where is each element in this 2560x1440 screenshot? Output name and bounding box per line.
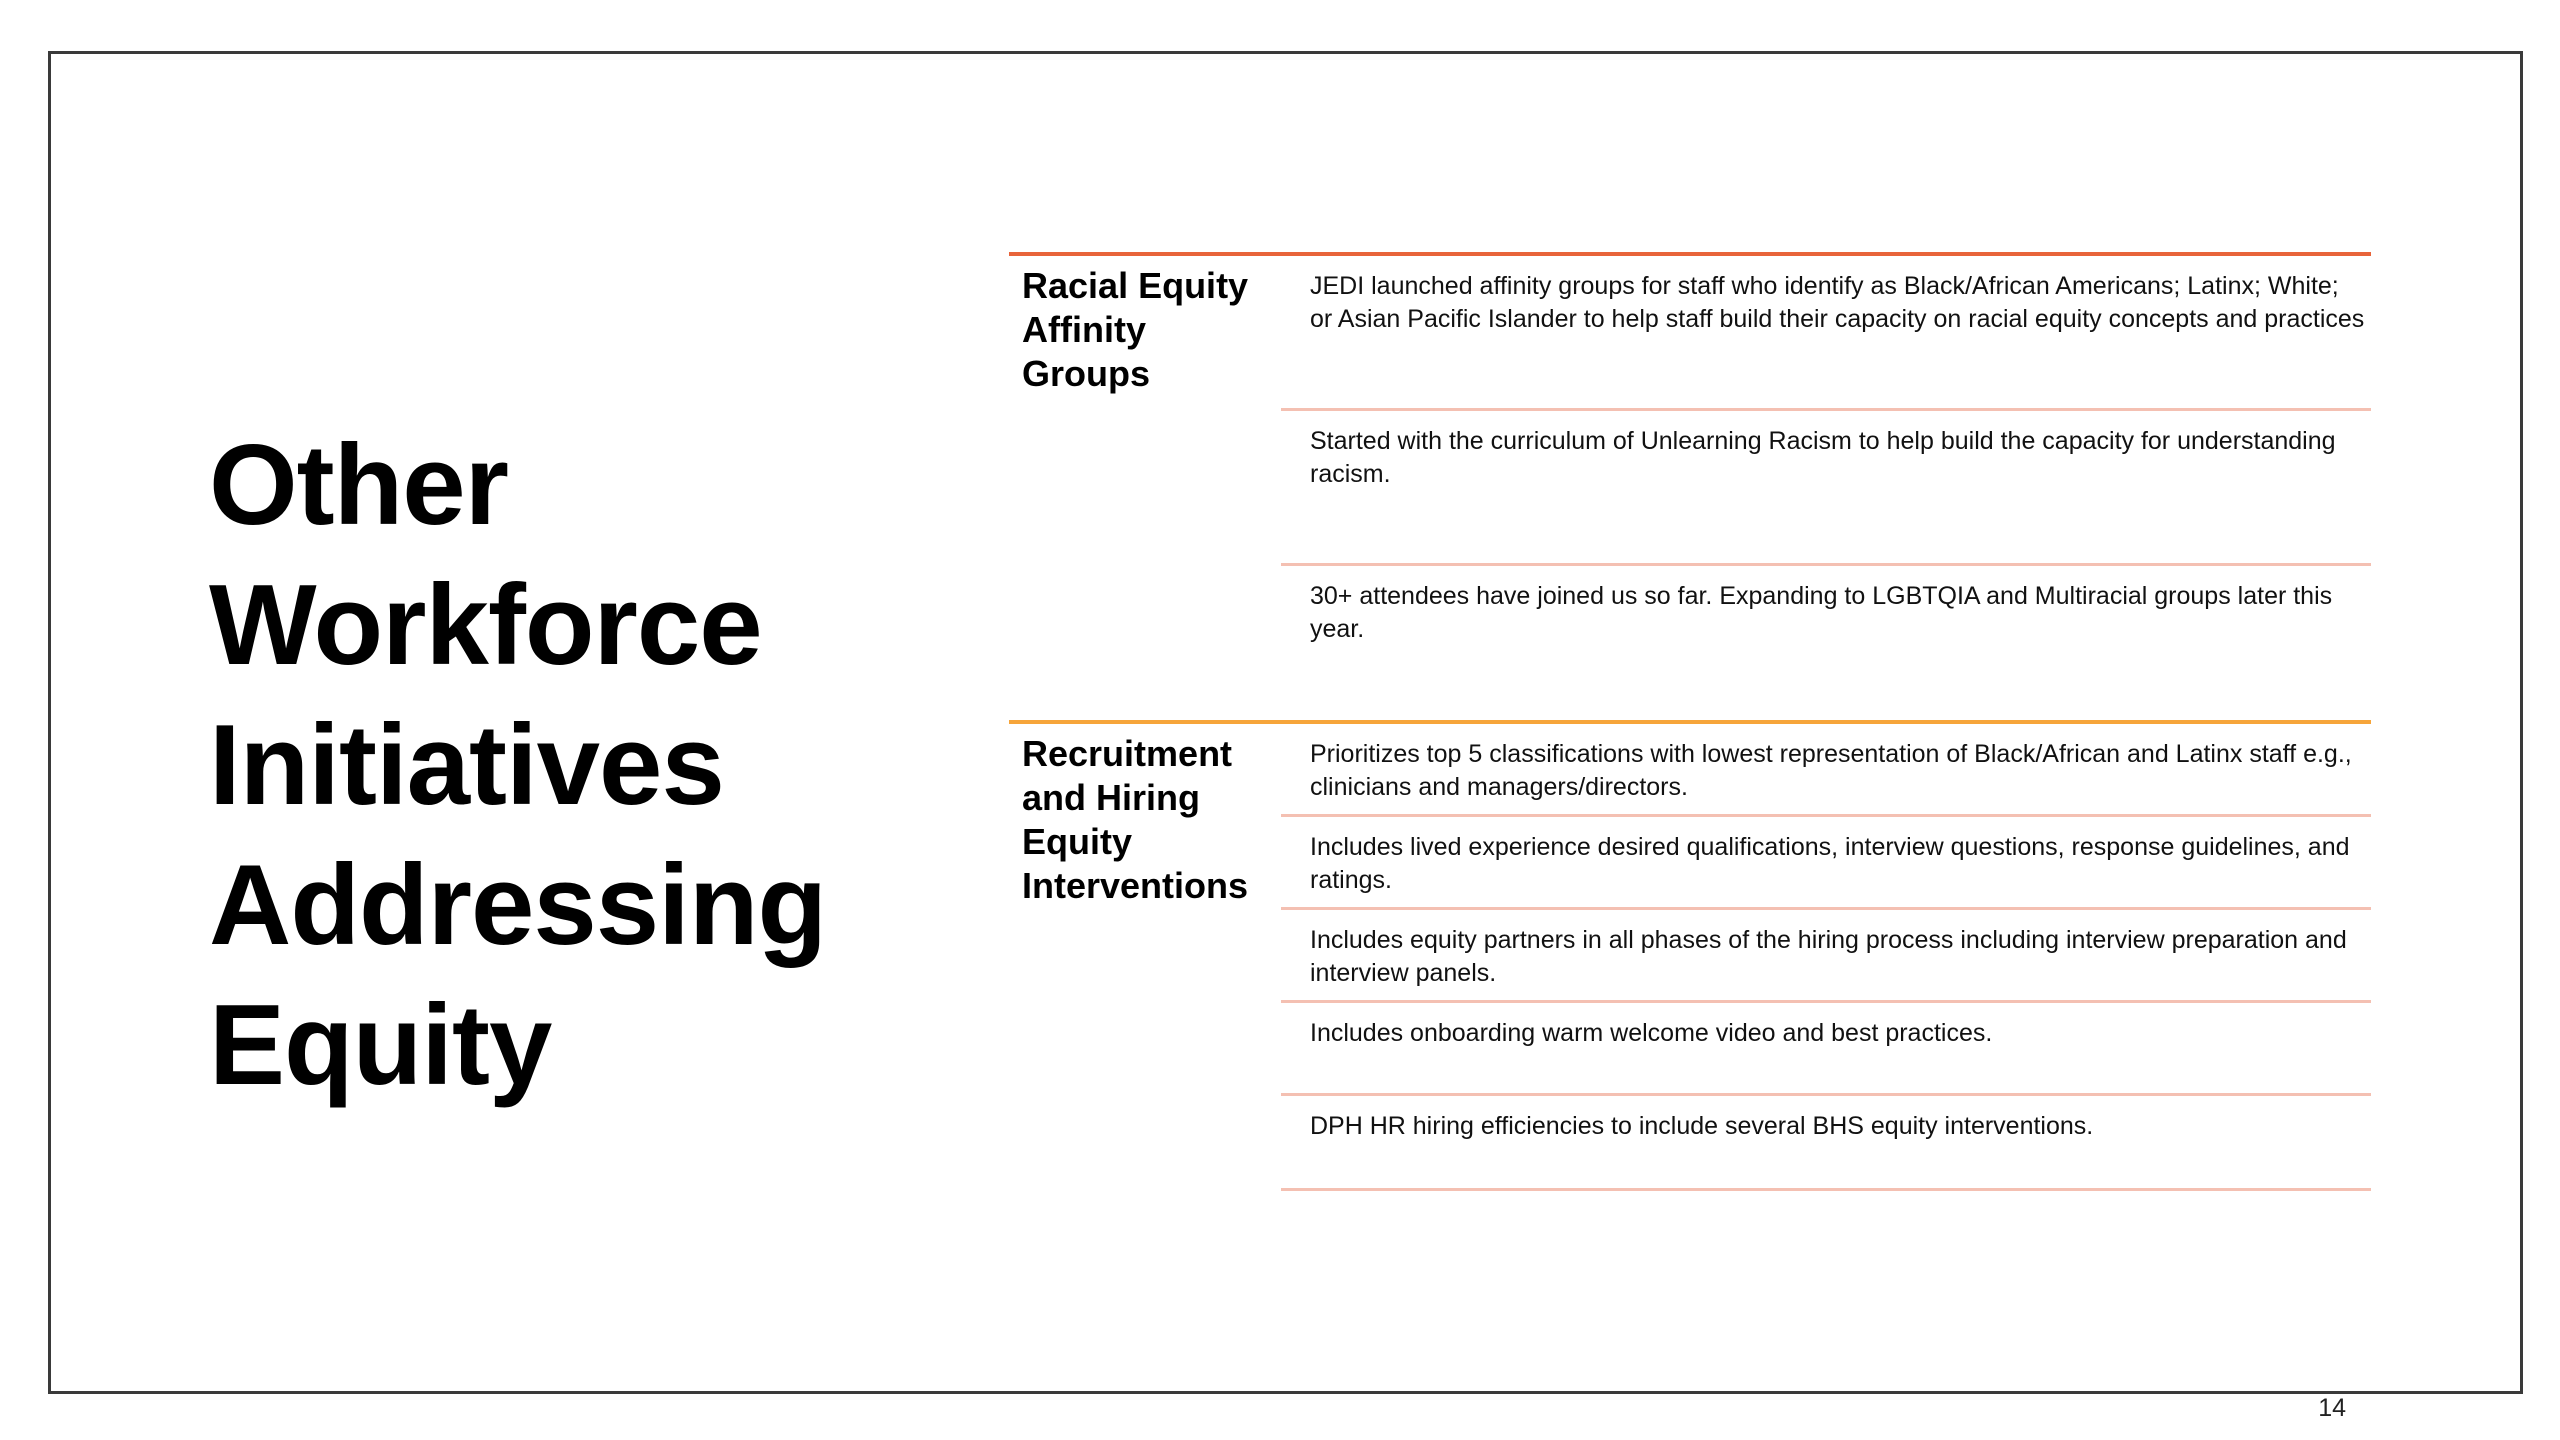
- list-item: [1281, 910, 2371, 1003]
- slide-title-line: Workforce: [209, 562, 762, 689]
- list-item-text: JEDI launched affinity groups for staff who identify as Black/African Americans; Latinx; White; or Asian Pacific Islander to help staff build their capacity on racial equity concepts and practices: [1310, 272, 2365, 333]
- list-item-text: Includes equity partners in all phases of the hiring process including interview preparation and interview panels.: [1310, 926, 2347, 987]
- section-heading-line: and Hiring: [1022, 777, 1200, 818]
- section-heading: [1022, 732, 1272, 908]
- slide: [48, 51, 2523, 1422]
- section-heading-line: Affinity: [1022, 309, 1146, 350]
- slide-title-line: Initiatives: [209, 702, 724, 829]
- list-item: [1281, 256, 2371, 411]
- slide-title-line: Addressing: [209, 842, 827, 969]
- list-item-text: DPH HR hiring efficiencies to include several BHS equity interventions.: [1310, 1112, 2094, 1140]
- list-item-text: Includes lived experience desired qualifications, interview questions, response guidelines, and ratings.: [1310, 833, 2350, 894]
- list-item: [1281, 411, 2371, 566]
- list-item: [1281, 817, 2371, 910]
- list-item: [1281, 724, 2371, 817]
- list-item: [1281, 1003, 2371, 1096]
- list-item-text: Started with the curriculum of Unlearning Racism to help build the capacity for understanding racism.: [1310, 427, 2336, 488]
- slide-title-line: Equity: [209, 982, 552, 1109]
- section-heading: [1022, 264, 1272, 396]
- section-heading-line: Interventions: [1022, 865, 1249, 906]
- section-racial-equity-affinity-groups: [1009, 252, 2371, 720]
- list-item-text: 30+ attendees have joined us so far. Expanding to LGBTQIA and Multiracial groups later this year.: [1310, 582, 2333, 643]
- section-heading-line: Racial Equity: [1022, 265, 1249, 306]
- list-item: [1281, 566, 2371, 720]
- slide-title-line: Other: [209, 422, 509, 549]
- slide-title: [209, 416, 909, 1116]
- section-recruitment-and-hiring: [1009, 720, 2371, 1196]
- section-heading-line: Groups: [1022, 353, 1151, 394]
- section-heading-line: Equity: [1022, 821, 1133, 862]
- section-heading-line: Recruitment: [1022, 733, 1233, 774]
- list-item-text: Includes onboarding warm welcome video and best practices.: [1310, 1019, 1993, 1047]
- list-item: [1281, 1096, 2371, 1191]
- page-number: 14: [2318, 1394, 2346, 1422]
- list-item-text: Prioritizes top 5 classifications with lowest representation of Black/African and Latinx staff e.g., clinicians and managers/directors.: [1310, 740, 2352, 801]
